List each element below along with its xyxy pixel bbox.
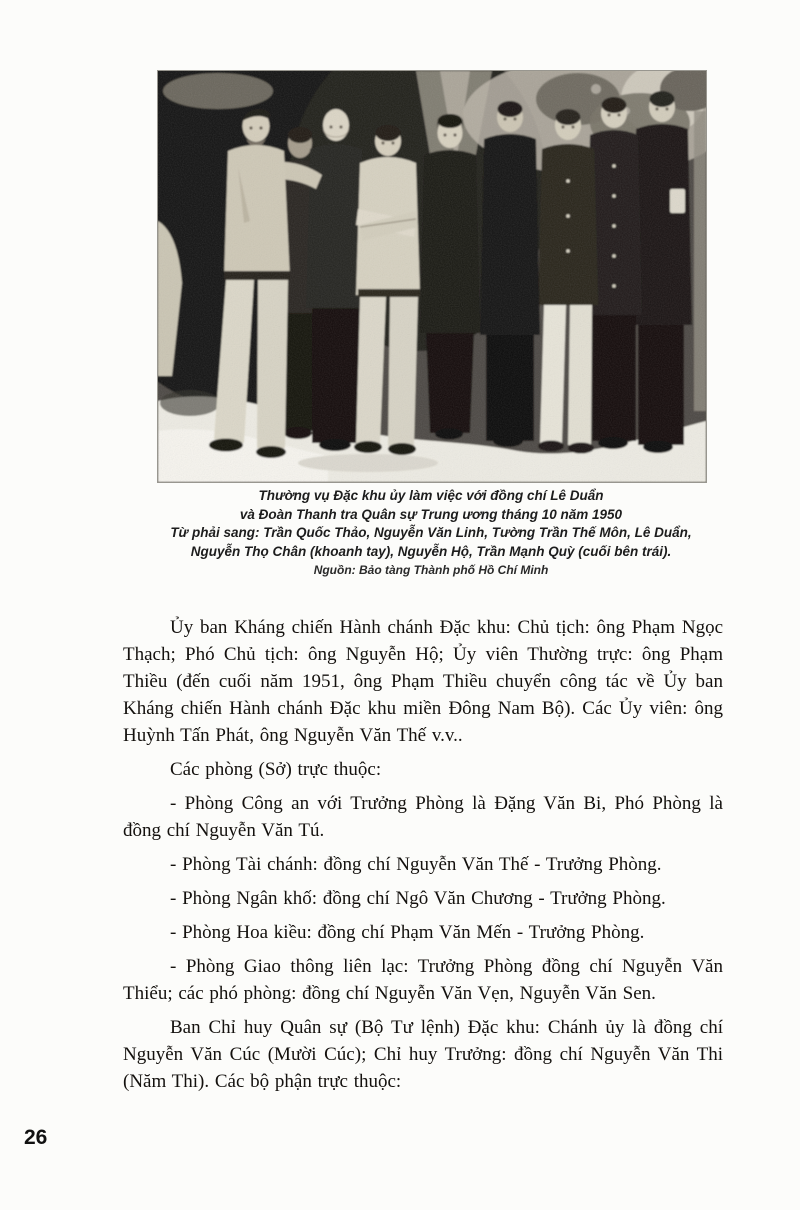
paragraph-police-dept: - Phòng Công an với Trưởng Phòng là Đặng Văn Bi, Phó Phòng là đồng chí Nguyễn Văn Tú.	[123, 793, 723, 841]
group-photo-illustration	[158, 71, 706, 482]
paragraph-treasury-dept: - Phòng Ngân khố: đồng chí Ngô Văn Chương - Trưởng Phòng.	[170, 888, 666, 909]
paragraph-departments-heading: Các phòng (Sở) trực thuộc:	[170, 759, 382, 780]
caption-line-1: Thường vụ Đặc khu ủy làm việc với đồng chí Lê Duẩn	[258, 488, 604, 503]
caption-line-4: Nguyễn Thọ Chân (khoanh tay), Nguyễn Hộ, Trần Mạnh Quỳ (cuối bên trái).	[190, 543, 672, 559]
caption-source: Nguồn: Bảo tàng Thành phố Hồ Chí Minh	[313, 563, 549, 577]
paragraph-finance-dept: - Phòng Tài chánh: đồng chí Nguyễn Văn Thế - Trưởng Phòng.	[170, 854, 662, 875]
photo-caption	[157, 487, 705, 580]
paragraph-transport-dept: - Phòng Giao thông liên lạc: Trưởng Phòng đồng chí Nguyễn Văn Thiểu; các phó phòng: đồng chí Nguyễn Văn Vẹn, Nguyễn Văn Sen.	[123, 956, 723, 1004]
body-text	[123, 614, 723, 1102]
page-number: 26	[24, 1126, 48, 1149]
paragraph-committee: Ủy ban Kháng chiến Hành chánh Đặc khu: Chủ tịch: ông Phạm Ngọc Thạch; Phó Chủ tịch: ông Nguyễn Hộ; Ủy viên Thường trực: ông Phạm Thiều (đến cuối năm 1951, ông Phạm Thiều chuyển công tác về Ủy ban Kháng chiến Hành chánh Đặc khu miền Đông Nam Bộ). Các Ủy viên: ông Huỳnh Tấn Phát, ông Nguyễn Văn Thế v.v..	[123, 617, 723, 746]
photo-grain-overlay	[158, 71, 706, 482]
paragraph-hoa-kieu-dept: - Phòng Hoa kiều: đồng chí Phạm Văn Mến - Trưởng Phòng.	[170, 922, 645, 943]
group-photo-image	[157, 70, 707, 483]
caption-line-3: Từ phải sang: Trần Quốc Thảo, Nguyễn Văn Linh, Tường Trần Thế Môn, Lê Duẩn,	[170, 525, 692, 540]
paragraph-military-command: Ban Chỉ huy Quân sự (Bộ Tư lệnh) Đặc khu: Chánh ủy là đồng chí Nguyễn Văn Cúc (Mười Cúc); Chỉ huy Trưởng: đồng chí Nguyễn Văn Thi (Năm Thi). Các bộ phận trực thuộc:	[123, 1017, 723, 1092]
caption-line-2: và Đoàn Thanh tra Quân sự Trung ương tháng 10 năm 1950	[239, 506, 623, 522]
